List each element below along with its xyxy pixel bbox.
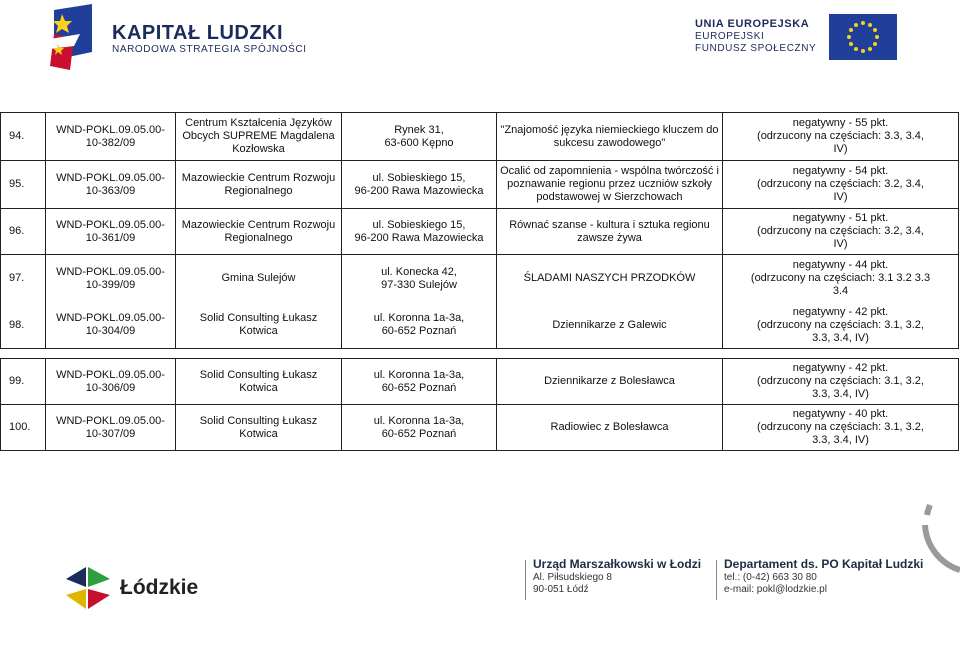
eu-logo	[695, 10, 905, 70]
applicant-address: ul. Koronna 1a-3a, 60-652 Poznań	[342, 303, 497, 349]
evaluation-result: negatywny - 42 pkt. (odrzucony na częściach: 3.1, 3.2, 3.3, 3.4, IV)	[723, 303, 959, 349]
results-table	[0, 112, 959, 451]
application-code: WND-POKL.09.05.00- 10-399/09	[46, 255, 176, 303]
application-code: WND-POKL.09.05.00- 10-361/09	[46, 209, 176, 255]
applicant-name: Gmina Sulejów	[176, 255, 342, 303]
lodzkie-emblem-icon	[64, 565, 114, 611]
footer-divider-2	[716, 560, 717, 600]
application-code: WND-POKL.09.05.00- 10-306/09	[46, 359, 176, 405]
project-title: Dziennikarze z Galewic	[497, 303, 723, 349]
row-number: 94.	[1, 113, 46, 161]
table-spacer	[1, 349, 959, 359]
application-code: WND-POKL.09.05.00- 10-307/09	[46, 405, 176, 451]
department-contact	[724, 557, 923, 596]
applicant-name: Solid Consulting Łukasz Kotwica	[176, 303, 342, 349]
project-title: Radiowiec z Bolesławca	[497, 405, 723, 451]
applicant-address: ul. Konecka 42, 97-330 Sulejów	[342, 255, 497, 303]
footer-divider-1	[525, 560, 526, 600]
eu-flag-icon	[829, 14, 897, 60]
applicant-address: Rynek 31, 63-600 Kępno	[342, 113, 497, 161]
project-title: Równać szanse - kultura i sztuka regionu zawsze żywa	[497, 209, 723, 255]
row-number: 100.	[1, 405, 46, 451]
row-number: 95.	[1, 161, 46, 209]
department-name: Departament ds. PO Kapitał Ludzki	[724, 557, 924, 571]
urzad-contact	[533, 557, 701, 596]
applicant-address: ul. Koronna 1a-3a, 60-652 Poznań	[342, 405, 497, 451]
project-title: Ocalić od zapomnienia - wspólna twórczość i poznawanie regionu przez uczniów szkoły podstawowej w Sierzchowach	[497, 161, 723, 209]
project-title: Dziennikarze z Bolesławca	[497, 359, 723, 405]
applicant-name: Mazowieckie Centrum Rozwoju Regionalnego	[176, 161, 342, 209]
table-row	[1, 303, 959, 349]
applicant-address: ul. Sobieskiego 15, 96-200 Rawa Mazowiecka	[342, 161, 497, 209]
department-email[interactable]: e-mail: pokl@lodzkie.pl	[724, 584, 827, 595]
eu-subtitle-1: EUROPEJSKI	[695, 31, 765, 42]
table-row	[1, 255, 959, 303]
eu-title: UNIA EUROPEJSKA	[695, 18, 810, 30]
applicant-name: Mazowieckie Centrum Rozwoju Regionalnego	[176, 209, 342, 255]
evaluation-result: negatywny - 40 pkt. (odrzucony na częściach: 3.1, 3.2, 3.3, 3.4, IV)	[723, 405, 959, 451]
application-code: WND-POKL.09.05.00- 10-382/09	[46, 113, 176, 161]
row-number: 96.	[1, 209, 46, 255]
application-code: WND-POKL.09.05.00- 10-304/09	[46, 303, 176, 349]
applicant-name: Solid Consulting Łukasz Kotwica	[176, 405, 342, 451]
applicant-address: ul. Sobieskiego 15, 96-200 Rawa Mazowiecka	[342, 209, 497, 255]
evaluation-result: negatywny - 54 pkt. (odrzucony na częściach: 3.2, 3.4, IV)	[723, 161, 959, 209]
table-row	[1, 113, 959, 161]
applicant-address: ul. Koronna 1a-3a, 60-652 Poznań	[342, 359, 497, 405]
evaluation-result: negatywny - 51 pkt. (odrzucony na częściach: 3.2, 3.4, IV)	[723, 209, 959, 255]
kapital-ludzki-title: KAPITAŁ LUDZKI	[112, 22, 284, 44]
project-title: "Znajomość języka niemieckiego kluczem do sukcesu zawodowego"	[497, 113, 723, 161]
evaluation-result: negatywny - 44 pkt. (odrzucony na częściach: 3.1 3.2 3.3 3.4	[723, 255, 959, 303]
kapital-ludzki-subtitle: NARODOWA STRATEGIA SPÓJNOŚCI	[112, 44, 307, 55]
table-row	[1, 405, 959, 451]
table-row	[1, 209, 959, 255]
applicant-name: Solid Consulting Łukasz Kotwica	[176, 359, 342, 405]
project-title: ŚLADAMI NASZYCH PRZODKÓW	[497, 255, 723, 303]
row-number: 97.	[1, 255, 46, 303]
urzad-street: Al. Piłsudskiego 8	[533, 572, 612, 583]
row-number: 99.	[1, 359, 46, 405]
eu-subtitle-2: FUNDUSZ SPOŁECZNY	[695, 43, 817, 54]
department-phone: tel.: (0-42) 663 30 80	[724, 572, 817, 583]
table-row	[1, 161, 959, 209]
lodzkie-logo-text: Łódzkie	[120, 576, 199, 599]
urzad-city: 90-051 Łódź	[533, 584, 589, 595]
kapital-ludzki-logo	[40, 4, 310, 74]
row-number: 98.	[1, 303, 46, 349]
table-row	[1, 359, 959, 405]
evaluation-result: negatywny - 42 pkt. (odrzucony na częściach: 3.1, 3.2, 3.3, 3.4, IV)	[723, 359, 959, 405]
evaluation-result: negatywny - 55 pkt. (odrzucony na częściach: 3.3, 3.4, IV)	[723, 113, 959, 161]
kapital-ludzki-emblem-icon	[40, 4, 100, 74]
applicant-name: Centrum Kształcenia Języków Obcych SUPREME Magdalena Kozłowska	[176, 113, 342, 161]
urzad-name: Urząd Marszałkowski w Łodzi	[533, 557, 702, 571]
application-code: WND-POKL.09.05.00- 10-363/09	[46, 161, 176, 209]
